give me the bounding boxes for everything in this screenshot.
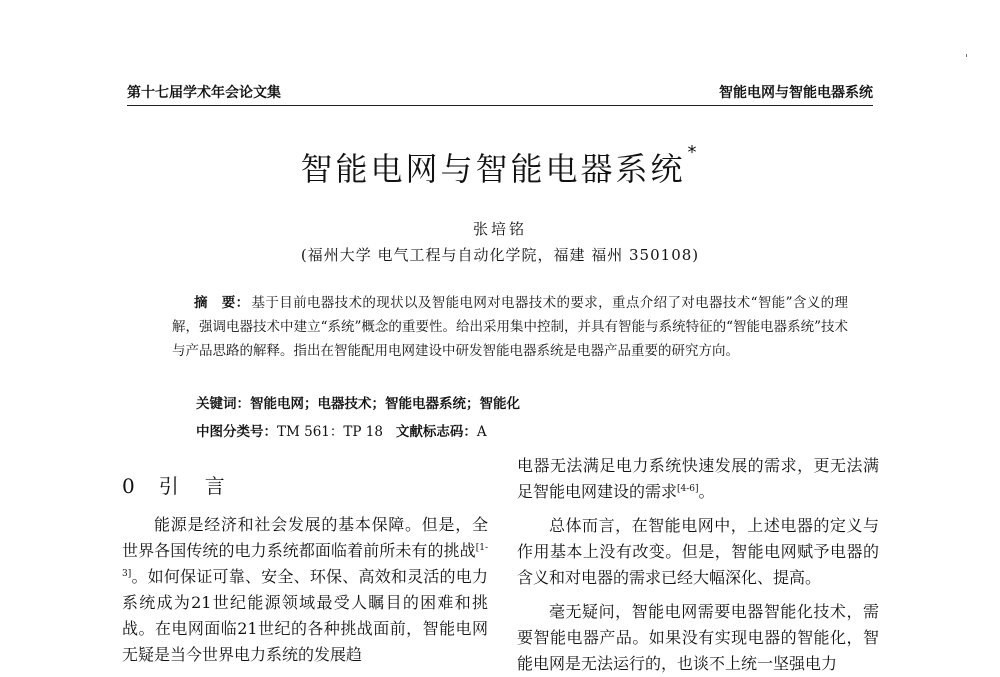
corner-mark: ' bbox=[965, 52, 969, 65]
doc-code-label: 文献标志码： bbox=[395, 424, 477, 440]
keywords-label: 关键词： bbox=[196, 396, 250, 412]
classification bbox=[196, 420, 846, 440]
paragraph: 总体而言，在智能电网中，上述电器的定义与作用基本上没有改变。但是，智能电网赋予电器的含义和对电器的需求已经大幅深化、提高。 bbox=[517, 516, 879, 587]
citation: [1-3] bbox=[122, 543, 488, 579]
keywords-text: 智能电网；电器技术；智能电器系统；智能化 bbox=[250, 396, 520, 412]
section-title-part-1: 引 bbox=[158, 474, 179, 498]
paper-title-text: 智能电网与智能电器系统 bbox=[300, 150, 686, 188]
paragraph: 毫无疑问，智能电网需要电器智能化技术，需要智能电器产品。如果没有实现电器的智能化，智能电网是无法运行的，也谈不上统一坚强电力 bbox=[517, 602, 879, 673]
section-heading bbox=[122, 470, 225, 499]
section-number: 0 bbox=[122, 474, 135, 498]
author: 张培铭 bbox=[472, 220, 527, 238]
classification-value: TM 561：TP 18 bbox=[277, 424, 383, 440]
paragraph bbox=[517, 453, 879, 505]
running-header-left: 第十七届学术年会论文集 bbox=[127, 85, 281, 101]
paragraph-text: 。如何保证可靠、安全、环保、高效和灵活的电力系统成为21世纪能源领域最受人瞩目的困难和挑战。在电网面临21世纪的各种挑战面前，智能电网无疑是当今世界电力系统的发展趋 bbox=[122, 567, 488, 664]
keywords bbox=[196, 392, 846, 412]
abstract-text: 基于目前电器技术的现状以及智能电网对电器技术的要求，重点介绍了对电器技术“智能”含义的理解，强调电器技术中建立“系统”概念的重要性。给出采用集中控制，并具有智能与系统特征的“智能电器系统”技术与产品思路的解释。指出在智能配用电网建设中研发智能电器系统是电器产品重要的研究方向。 bbox=[172, 295, 848, 359]
title-footnote-mark: * bbox=[687, 142, 700, 163]
right-column bbox=[517, 453, 879, 677]
affiliation: (福州大学 电气工程与自动化学院，福建 福州 350108) bbox=[300, 246, 700, 264]
classification-label: 中图分类号： bbox=[196, 424, 277, 440]
abstract bbox=[172, 291, 848, 363]
paragraph-text: 能源是经济和社会发展的基本保障。但是，全世界各国传统的电力系统都面临着前所未有的挑战 bbox=[122, 515, 488, 560]
doc-code-value: A bbox=[476, 424, 487, 440]
paper-title bbox=[0, 144, 1000, 190]
left-column bbox=[122, 512, 488, 668]
paragraph-text: 电器无法满足电力系统快速发展的需求，更无法满足智能电网建设的需求 bbox=[517, 456, 879, 501]
paragraph bbox=[122, 512, 488, 668]
running-header-right: 智能电网与智能电器系统 bbox=[719, 85, 873, 101]
section-title-part-2: 言 bbox=[204, 474, 225, 498]
header-rule bbox=[127, 105, 873, 106]
citation: [4-6] bbox=[677, 484, 699, 494]
abstract-label: 摘 要： bbox=[194, 295, 250, 311]
paragraph-text: 。 bbox=[698, 482, 715, 501]
